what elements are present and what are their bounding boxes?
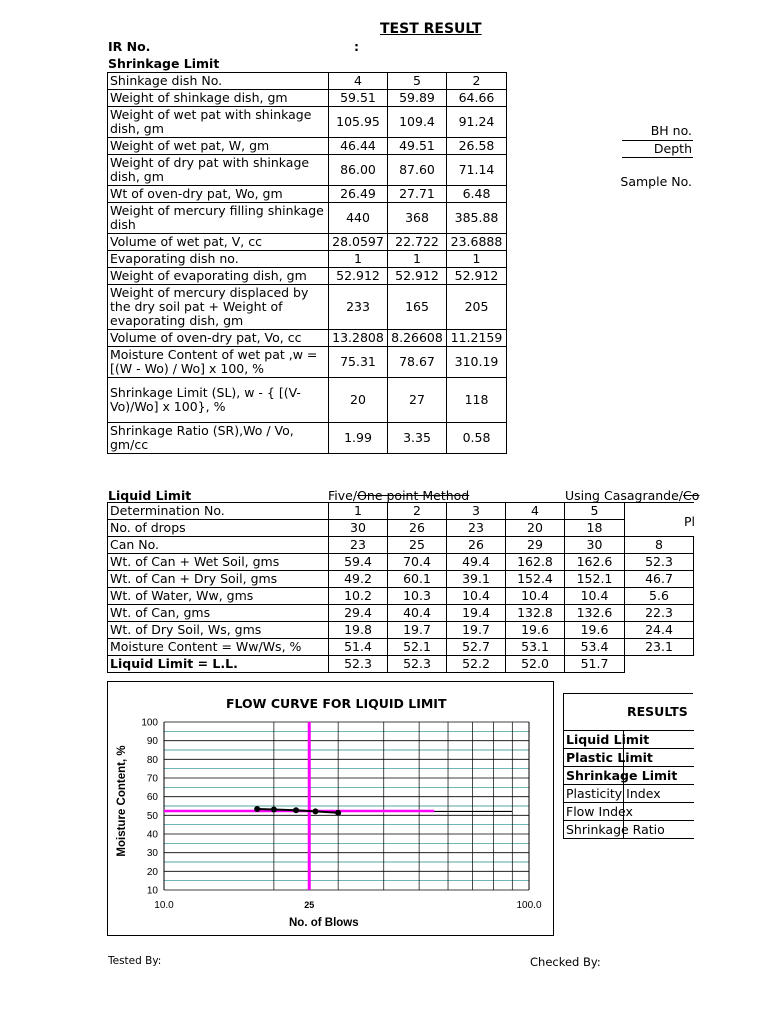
liquid-row-label: Wt. of Dry Soil, Ws, gms xyxy=(108,622,329,639)
shrinkage-cell: 1 xyxy=(447,251,507,268)
liquid-cell: 40.4 xyxy=(388,605,447,622)
liquid-cell: 19.8 xyxy=(329,622,388,639)
liquid-row xyxy=(108,554,694,571)
liquid-limit-table xyxy=(107,502,694,673)
liquid-cell xyxy=(625,503,694,520)
liquid-cell: 59.4 xyxy=(329,554,388,571)
liquid-cell: 52.3 xyxy=(625,554,694,571)
liquid-cell: 5.6 xyxy=(625,588,694,605)
shrinkage-cell: 28.0597 xyxy=(329,234,388,251)
liquid-cell: 23 xyxy=(329,537,388,554)
results-row xyxy=(564,767,694,785)
results-table xyxy=(563,730,694,839)
liquid-cell: 30 xyxy=(329,520,388,537)
shrinkage-cell: 205 xyxy=(447,285,507,330)
shrinkage-cell: 52.912 xyxy=(388,268,447,285)
tested-by: Tested By: xyxy=(108,955,162,967)
liquid-cell: 10.4 xyxy=(506,588,565,605)
liquid-cell: 162.8 xyxy=(506,554,565,571)
liquid-row xyxy=(108,520,694,537)
liquid-cell: 51.4 xyxy=(329,639,388,656)
liquid-row-label: Liquid Limit = L.L. xyxy=(108,656,329,673)
liquid-cell: 60.1 xyxy=(388,571,447,588)
liquid-cell: 132.8 xyxy=(506,605,565,622)
shrinkage-row xyxy=(108,107,507,138)
liquid-cell: 132.6 xyxy=(565,605,625,622)
chart-y-tick-label: 30 xyxy=(146,848,158,860)
liquid-cell: 2 xyxy=(388,503,447,520)
shrinkage-cell: 26.49 xyxy=(329,186,388,203)
liquid-row-label: Wt. of Water, Ww, gms xyxy=(108,588,329,605)
shrinkage-cell: 23.6888 xyxy=(447,234,507,251)
shrinkage-row-label: Volume of oven-dry pat, Vo, cc xyxy=(108,330,329,347)
shrinkage-cell: 1 xyxy=(388,251,447,268)
shrinkage-cell: 1.99 xyxy=(329,423,388,454)
liquid-cell: 30 xyxy=(565,537,625,554)
using-struck: Co xyxy=(683,488,700,503)
liquid-row-label: Moisture Content = Ww/Ws, % xyxy=(108,639,329,656)
shrinkage-cell: 8.26608 xyxy=(388,330,447,347)
results-row-label: Shrinkage Limit xyxy=(564,767,624,785)
depth-underline xyxy=(622,157,693,158)
liquid-cell: 18 xyxy=(565,520,625,537)
shrinkage-cell: 87.60 xyxy=(388,155,447,186)
shrinkage-row xyxy=(108,423,507,454)
shrinkage-heading: Shrinkage Limit xyxy=(108,56,220,71)
shrinkage-cell: 0.58 xyxy=(447,423,507,454)
liquid-cell: 19.7 xyxy=(388,622,447,639)
results-row-label: Shrinkage Ratio xyxy=(564,821,624,839)
shrinkage-cell: 27.71 xyxy=(388,186,447,203)
liquid-cell: 70.4 xyxy=(388,554,447,571)
liquid-heading: Liquid Limit xyxy=(108,488,192,503)
shrinkage-cell: 13.2808 xyxy=(329,330,388,347)
shrinkage-row-label: Weight of wet pat with shinkage dish, gm xyxy=(108,107,329,138)
shrinkage-cell: 22.722 xyxy=(388,234,447,251)
chart-y-tick-label: 50 xyxy=(146,810,158,822)
liquid-row xyxy=(108,639,694,656)
liquid-cell: 162.6 xyxy=(565,554,625,571)
liquid-cell: 23 xyxy=(447,520,506,537)
flow-curve-chart xyxy=(108,682,553,935)
liquid-row-label: Wt. of Can + Dry Soil, gms xyxy=(108,571,329,588)
chart-y-tick-label: 10 xyxy=(146,885,158,897)
liquid-cell: 29.4 xyxy=(329,605,388,622)
shrinkage-cell: 310.19 xyxy=(447,347,507,378)
sample-label: Sample No. xyxy=(620,174,692,189)
liquid-cell: 10.3 xyxy=(388,588,447,605)
shrinkage-row-label: Shinkage dish No. xyxy=(108,73,329,90)
shrinkage-row xyxy=(108,251,507,268)
shrinkage-row-label: Weight of wet pat, W, gm xyxy=(108,138,329,155)
liquid-cell: 5 xyxy=(565,503,625,520)
shrinkage-cell: 52.912 xyxy=(329,268,388,285)
shrinkage-row-label: Weight of dry pat with shinkage dish, gm xyxy=(108,155,329,186)
shrinkage-cell: 59.89 xyxy=(388,90,447,107)
checked-by: Checked By: xyxy=(530,955,601,969)
results-row xyxy=(564,821,694,839)
results-row xyxy=(564,785,694,803)
liquid-cell: 10.4 xyxy=(565,588,625,605)
liquid-cell: 10.4 xyxy=(447,588,506,605)
chart-x-tick-label: 100.0 xyxy=(516,900,542,911)
shrinkage-row-label: Weight of mercury displaced by the dry soil pat + Weight of evaporating dish, gm xyxy=(108,285,329,330)
shrinkage-row xyxy=(108,330,507,347)
liquid-cell: 20 xyxy=(506,520,565,537)
liquid-row xyxy=(108,588,694,605)
liquid-cell: 10.2 xyxy=(329,588,388,605)
results-row-label: Liquid Limit xyxy=(564,731,624,749)
chart-x-tick-label: 10.0 xyxy=(154,900,174,911)
liquid-cell: 8 xyxy=(625,537,694,554)
shrinkage-row xyxy=(108,73,507,90)
shrinkage-cell: 26.58 xyxy=(447,138,507,155)
shrinkage-row-label: Weight of shinkage dish, gm xyxy=(108,90,329,107)
shrinkage-cell: 233 xyxy=(329,285,388,330)
shrinkage-table xyxy=(107,72,507,454)
chart-xlabel: No. of Blows xyxy=(289,917,359,929)
liquid-cell: 152.1 xyxy=(565,571,625,588)
method-text xyxy=(328,488,469,503)
method-struck: One point Method xyxy=(357,488,470,503)
liquid-row xyxy=(108,622,694,639)
liquid-row-label: Wt. of Can + Wet Soil, gms xyxy=(108,554,329,571)
liquid-row xyxy=(108,605,694,622)
liquid-cell: 29 xyxy=(506,537,565,554)
liquid-cell: 1 xyxy=(329,503,388,520)
depth-label: Depth xyxy=(653,141,692,156)
liquid-cell: 3 xyxy=(447,503,506,520)
shrinkage-cell: 3.35 xyxy=(388,423,447,454)
liquid-cell xyxy=(625,520,694,537)
shrinkage-row xyxy=(108,268,507,285)
liquid-row xyxy=(108,537,694,554)
shrinkage-row xyxy=(108,285,507,330)
liquid-cell: 49.4 xyxy=(447,554,506,571)
liquid-row xyxy=(108,656,694,673)
shrinkage-row xyxy=(108,186,507,203)
shrinkage-cell: 118 xyxy=(447,378,507,423)
liquid-row xyxy=(108,503,694,520)
shrinkage-row xyxy=(108,347,507,378)
liquid-cell: 23.1 xyxy=(625,639,694,656)
chart-y-tick-label: 80 xyxy=(146,754,158,766)
results-row xyxy=(564,749,694,767)
using-prefix: Using Casagrande/ xyxy=(565,488,684,503)
shrinkage-cell: 27 xyxy=(388,378,447,423)
shrinkage-cell: 20 xyxy=(329,378,388,423)
liquid-cell: 52.1 xyxy=(388,639,447,656)
results-row xyxy=(564,731,694,749)
chart-data-point xyxy=(293,807,299,813)
liquid-cell: 53.4 xyxy=(565,639,625,656)
flow-curve-chart-frame xyxy=(107,681,554,936)
results-row-label: Plastic Limit xyxy=(564,749,624,767)
shrinkage-row-label: Moisture Content of wet pat ,w = [(W - Wo) / Wo] x 100, % xyxy=(108,347,329,378)
chart-y-tick-label: 90 xyxy=(146,736,158,748)
bh-label: BH no. xyxy=(650,123,692,138)
liquid-cell: 52.0 xyxy=(506,656,565,673)
shrinkage-row-label: Evaporating dish no. xyxy=(108,251,329,268)
liquid-cell: 52.3 xyxy=(388,656,447,673)
shrinkage-cell: 368 xyxy=(388,203,447,234)
chart-y-tick-label: 100 xyxy=(141,717,158,729)
shrinkage-row xyxy=(108,138,507,155)
chart-y-tick-label: 60 xyxy=(146,792,158,804)
shrinkage-cell: 385.88 xyxy=(447,203,507,234)
pl-label: Pl xyxy=(684,514,696,529)
liquid-cell: 53.1 xyxy=(506,639,565,656)
liquid-row-label: No. of drops xyxy=(108,520,329,537)
liquid-cell: 24.4 xyxy=(625,622,694,639)
liquid-cell xyxy=(625,656,694,673)
chart-data-point xyxy=(335,810,341,816)
liquid-row-label: Wt. of Can, gms xyxy=(108,605,329,622)
chart-title: FLOW CURVE FOR LIQUID LIMIT xyxy=(226,696,447,711)
shrinkage-cell: 11.2159 xyxy=(447,330,507,347)
shrinkage-cell: 105.95 xyxy=(329,107,388,138)
shrinkage-cell: 64.66 xyxy=(447,90,507,107)
chart-y-tick-label: 70 xyxy=(146,773,158,785)
using-text xyxy=(565,488,700,503)
liquid-cell: 19.4 xyxy=(447,605,506,622)
shrinkage-row xyxy=(108,203,507,234)
shrinkage-row-label: Weight of mercury filling shinkage dish xyxy=(108,203,329,234)
liquid-cell: 19.6 xyxy=(565,622,625,639)
chart-x-tick-label: 25 xyxy=(304,900,315,910)
chart-data-point xyxy=(312,808,318,814)
results-row-label: Plasticity Index xyxy=(564,785,624,803)
shrinkage-row-label: Wt of oven-dry pat, Wo, gm xyxy=(108,186,329,203)
shrinkage-row-label: Weight of evaporating dish, gm xyxy=(108,268,329,285)
ir-colon: : xyxy=(354,39,359,54)
shrinkage-cell: 75.31 xyxy=(329,347,388,378)
results-title: RESULTS xyxy=(627,704,688,719)
shrinkage-cell: 86.00 xyxy=(329,155,388,186)
chart-data-point xyxy=(254,806,260,812)
liquid-cell: 22.3 xyxy=(625,605,694,622)
liquid-row-label: Can No. xyxy=(108,537,329,554)
liquid-cell: 152.4 xyxy=(506,571,565,588)
shrinkage-cell: 109.4 xyxy=(388,107,447,138)
shrinkage-row xyxy=(108,155,507,186)
shrinkage-cell: 46.44 xyxy=(329,138,388,155)
page-title: TEST RESULT xyxy=(380,21,482,37)
shrinkage-cell: 91.24 xyxy=(447,107,507,138)
shrinkage-cell: 5 xyxy=(388,73,447,90)
liquid-cell: 52.2 xyxy=(447,656,506,673)
liquid-cell: 4 xyxy=(506,503,565,520)
shrinkage-cell: 6.48 xyxy=(447,186,507,203)
shrinkage-cell: 59.51 xyxy=(329,90,388,107)
liquid-cell: 51.7 xyxy=(565,656,625,673)
liquid-row-label: Determination No. xyxy=(108,503,329,520)
liquid-cell: 39.1 xyxy=(447,571,506,588)
shrinkage-row-label: Shrinkage Ratio (SR),Wo / Vo, gm/cc xyxy=(108,423,329,454)
shrinkage-row xyxy=(108,378,507,423)
shrinkage-cell: 71.14 xyxy=(447,155,507,186)
shrinkage-cell: 49.51 xyxy=(388,138,447,155)
liquid-cell: 26 xyxy=(447,537,506,554)
liquid-row xyxy=(108,571,694,588)
shrinkage-cell: 78.67 xyxy=(388,347,447,378)
shrinkage-cell: 1 xyxy=(329,251,388,268)
shrinkage-row-label: Volume of wet pat, V, cc xyxy=(108,234,329,251)
ir-label: IR No. xyxy=(108,39,151,54)
liquid-cell: 49.2 xyxy=(329,571,388,588)
liquid-cell: 52.3 xyxy=(329,656,388,673)
shrinkage-row xyxy=(108,90,507,107)
liquid-cell: 25 xyxy=(388,537,447,554)
shrinkage-row-label: Shrinkage Limit (SL), w - { [(V-Vo)/Wo] x 100}, % xyxy=(108,378,329,423)
chart-y-tick-label: 20 xyxy=(146,866,158,878)
results-row-value xyxy=(624,803,694,821)
results-row-label: Flow Index xyxy=(564,803,624,821)
shrinkage-cell: 440 xyxy=(329,203,388,234)
liquid-cell: 46.7 xyxy=(625,571,694,588)
method-prefix: Five/ xyxy=(328,488,358,503)
liquid-cell: 26 xyxy=(388,520,447,537)
liquid-cell: 52.7 xyxy=(447,639,506,656)
chart-data-point xyxy=(271,807,277,813)
results-row xyxy=(564,803,694,821)
shrinkage-cell: 165 xyxy=(388,285,447,330)
shrinkage-row xyxy=(108,234,507,251)
chart-y-tick-label: 40 xyxy=(146,829,158,841)
liquid-cell: 19.6 xyxy=(506,622,565,639)
liquid-cell: 19.7 xyxy=(447,622,506,639)
chart-ylabel: Moisture Content, % xyxy=(116,745,128,857)
shrinkage-cell: 52.912 xyxy=(447,268,507,285)
shrinkage-cell: 4 xyxy=(329,73,388,90)
shrinkage-cell: 2 xyxy=(447,73,507,90)
